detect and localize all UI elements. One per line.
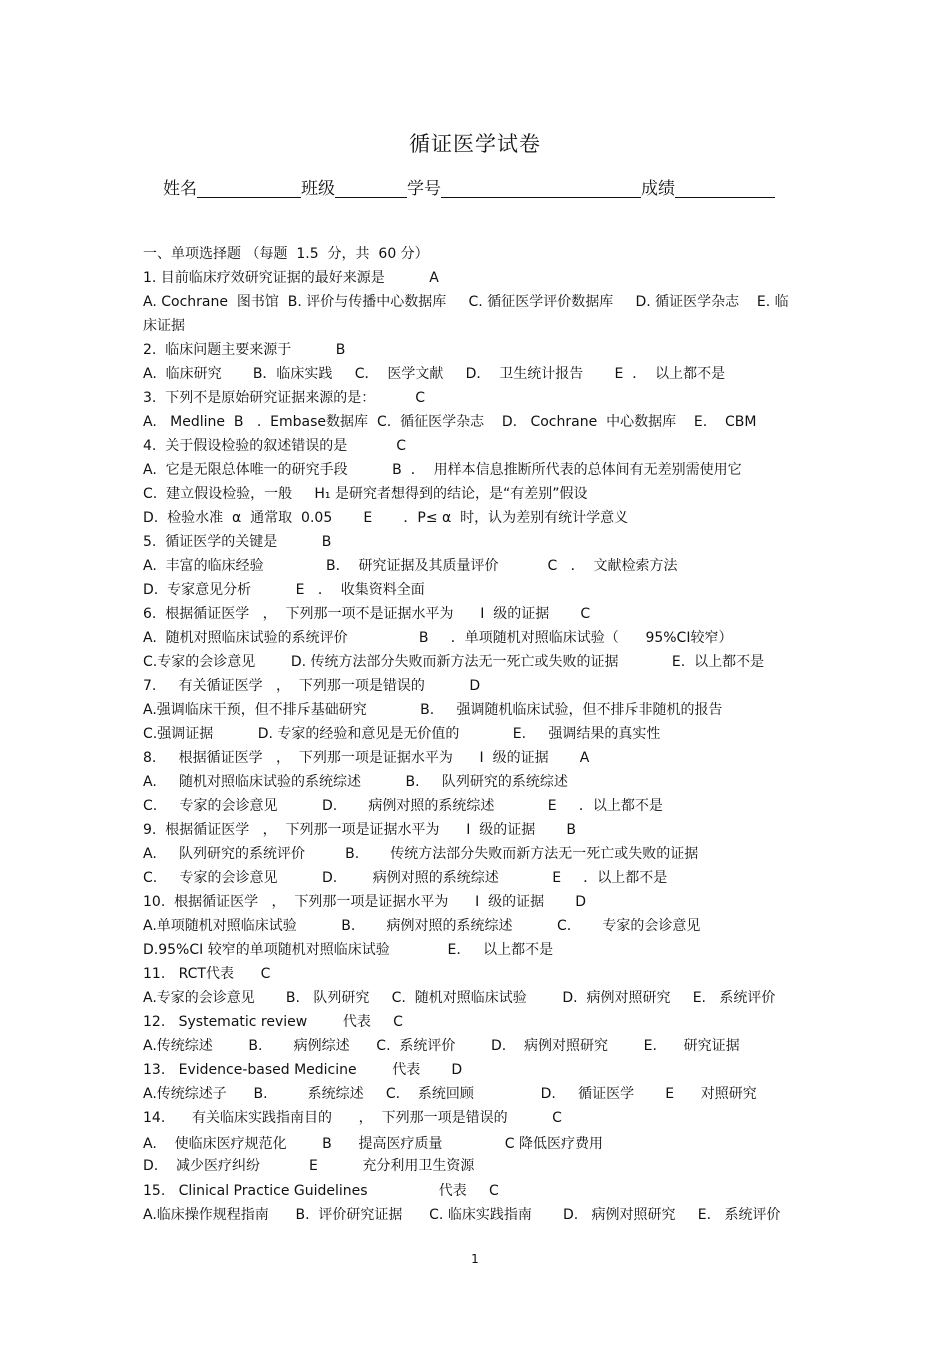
page-number: 1 (471, 1252, 479, 1266)
question-line: 8. 根据循证医学 ， 下列那一项是证据水平为 I 级的证据 A (143, 750, 590, 766)
question-line: 11. RCT代表 C (143, 966, 271, 982)
option-line: C. 建立假设检验，一般 H₁ 是研究者想得到的结论，是“有差别”假设 (143, 486, 588, 502)
question-line: 14. 有关临床实践指南目的 ， 下列那一项是错误的 C (143, 1110, 562, 1126)
question-line: 12. Systematic review 代表 C (143, 1014, 403, 1030)
option-line: A.单项随机对照临床试验 B. 病例对照的系统综述 C. 专家的会诊意见 (143, 918, 701, 934)
option-line: A.传统综述 B. 病例综述 C. 系统评价 D. 病例对照研究 E. 研究证据 (143, 1038, 740, 1054)
option-line: C.强调证据 D. 专家的经验和意见是无价值的 E. 强调结果的真实性 (143, 726, 661, 742)
class-blank (335, 179, 407, 198)
question-line: 13. Evidence-based Medicine 代表 D (143, 1062, 463, 1078)
question-line: 2. 临床问题主要来源于 B (143, 342, 346, 358)
class-label: 班级 (301, 179, 335, 199)
question-line: 10. 根据循证医学 ， 下列那一项是证据水平为 I 级的证据 D (143, 894, 587, 910)
student-info-row (163, 174, 775, 199)
option-line: A.临床操作规程指南 B. 评价研究证据 C. 临床实践指南 D. 病例对照研究 E. 系统评价 (143, 1207, 781, 1223)
option-line: 床证据 (143, 318, 185, 334)
option-line: A.强调临床干预，但不排斥基础研究 B. 强调随机临床试验，但不排斥非随机的报告 (143, 702, 723, 718)
question-line: 5. 循证医学的关键是 B (143, 534, 332, 550)
option-line: D. 专家意见分析 E ． 收集资料全面 (143, 582, 425, 598)
option-line: A. 队列研究的系统评价 B. 传统方法部分失败而新方法无一死亡或失败的证据 (143, 846, 699, 862)
option-line: A. 它是无限总体唯一的研究手段 B ． 用样本信息推断所代表的总体间有无差别需使用它 (143, 462, 742, 478)
option-line: D.95%CI 较窄的单项随机对照临床试验 E. 以上都不是 (143, 942, 554, 958)
id-label: 学号 (407, 179, 441, 199)
option-line: C.专家的会诊意见 D. 传统方法部分失败而新方法无一死亡或失败的证据 E. 以上都不是 (143, 654, 765, 670)
option-line: A. 临床研究 B．临床实践 C． 医学文献 D． 卫生统计报告 E ． 以上都不是 (143, 366, 726, 382)
option-line: D. 减少医疗纠纷 E 充分利用卫生资源 (143, 1158, 475, 1174)
option-line: A.专家的会诊意见 B. 队列研究 C. 随机对照临床试验 D. 病例对照研究 E. 系统评价 (143, 990, 776, 1006)
option-line: A. Cochrane 图书馆 B. 评价与传播中心数据库 C. 循征医学评价数据库 D. 循证医学杂志 E. 临 (143, 294, 789, 310)
score-label: 成绩 (641, 179, 675, 199)
option-line: D. 检验水准 α 通常取 0.05 E ．P≤ α 时，认为差别有统计学意义 (143, 510, 629, 526)
option-line: A. 随机对照临床试验的系统综述 B. 队列研究的系统综述 (143, 774, 568, 790)
question-line: 6. 根据循证医学 ， 下列那一项不是证据水平为 I 级的证据 C (143, 606, 591, 622)
score-blank (675, 179, 775, 198)
option-line: A. 随机对照临床试验的系统评价 B ．单项随机对照临床试验（ 95%CI较窄） (143, 630, 733, 646)
section-heading: 一、单项选择题 （每题 1.5 分，共 60 分） (143, 246, 429, 262)
question-line: 7. 有关循证医学 ， 下列那一项是错误的 D (143, 678, 481, 694)
question-line: 15. Clinical Practice Guidelines 代表 C (143, 1183, 499, 1199)
option-line: A.传统综述子 B. 系统综述 C. 系统回顾 D. 循证医学 E 对照研究 (143, 1086, 757, 1102)
question-line: 9. 根据循证医学 ， 下列那一项是证据水平为 I 级的证据 B (143, 822, 576, 838)
option-line: C. 专家的会诊意见 D. 病例对照的系统综述 E ．以上都不是 (143, 798, 663, 814)
option-line: A. 丰富的临床经验 B． 研究证据及其质量评价 C ． 文献检索方法 (143, 558, 678, 574)
question-line: 3. 下列不是原始研究证据来源的是： C (143, 390, 426, 406)
page-title: 循证医学试卷 (409, 132, 541, 156)
question-line: 4. 关于假设检验的叙述错误的是 C (143, 438, 406, 454)
question-line: 1. 目前临床疗效研究证据的最好来源是 A (143, 270, 439, 286)
id-blank (441, 179, 641, 198)
name-label: 姓名 (163, 179, 197, 199)
name-blank (197, 179, 301, 198)
option-line: A. 使临床医疗规范化 B 提高医疗质量 C 降低医疗费用 (143, 1136, 604, 1152)
option-line: A. Medline B . Embase数据库 C. 循征医学杂志 D. Cochrane 中心数据库 E. CBM (143, 414, 757, 430)
option-line: C. 专家的会诊意见 D. 病例对照的系统综述 E ．以上都不是 (143, 870, 668, 886)
